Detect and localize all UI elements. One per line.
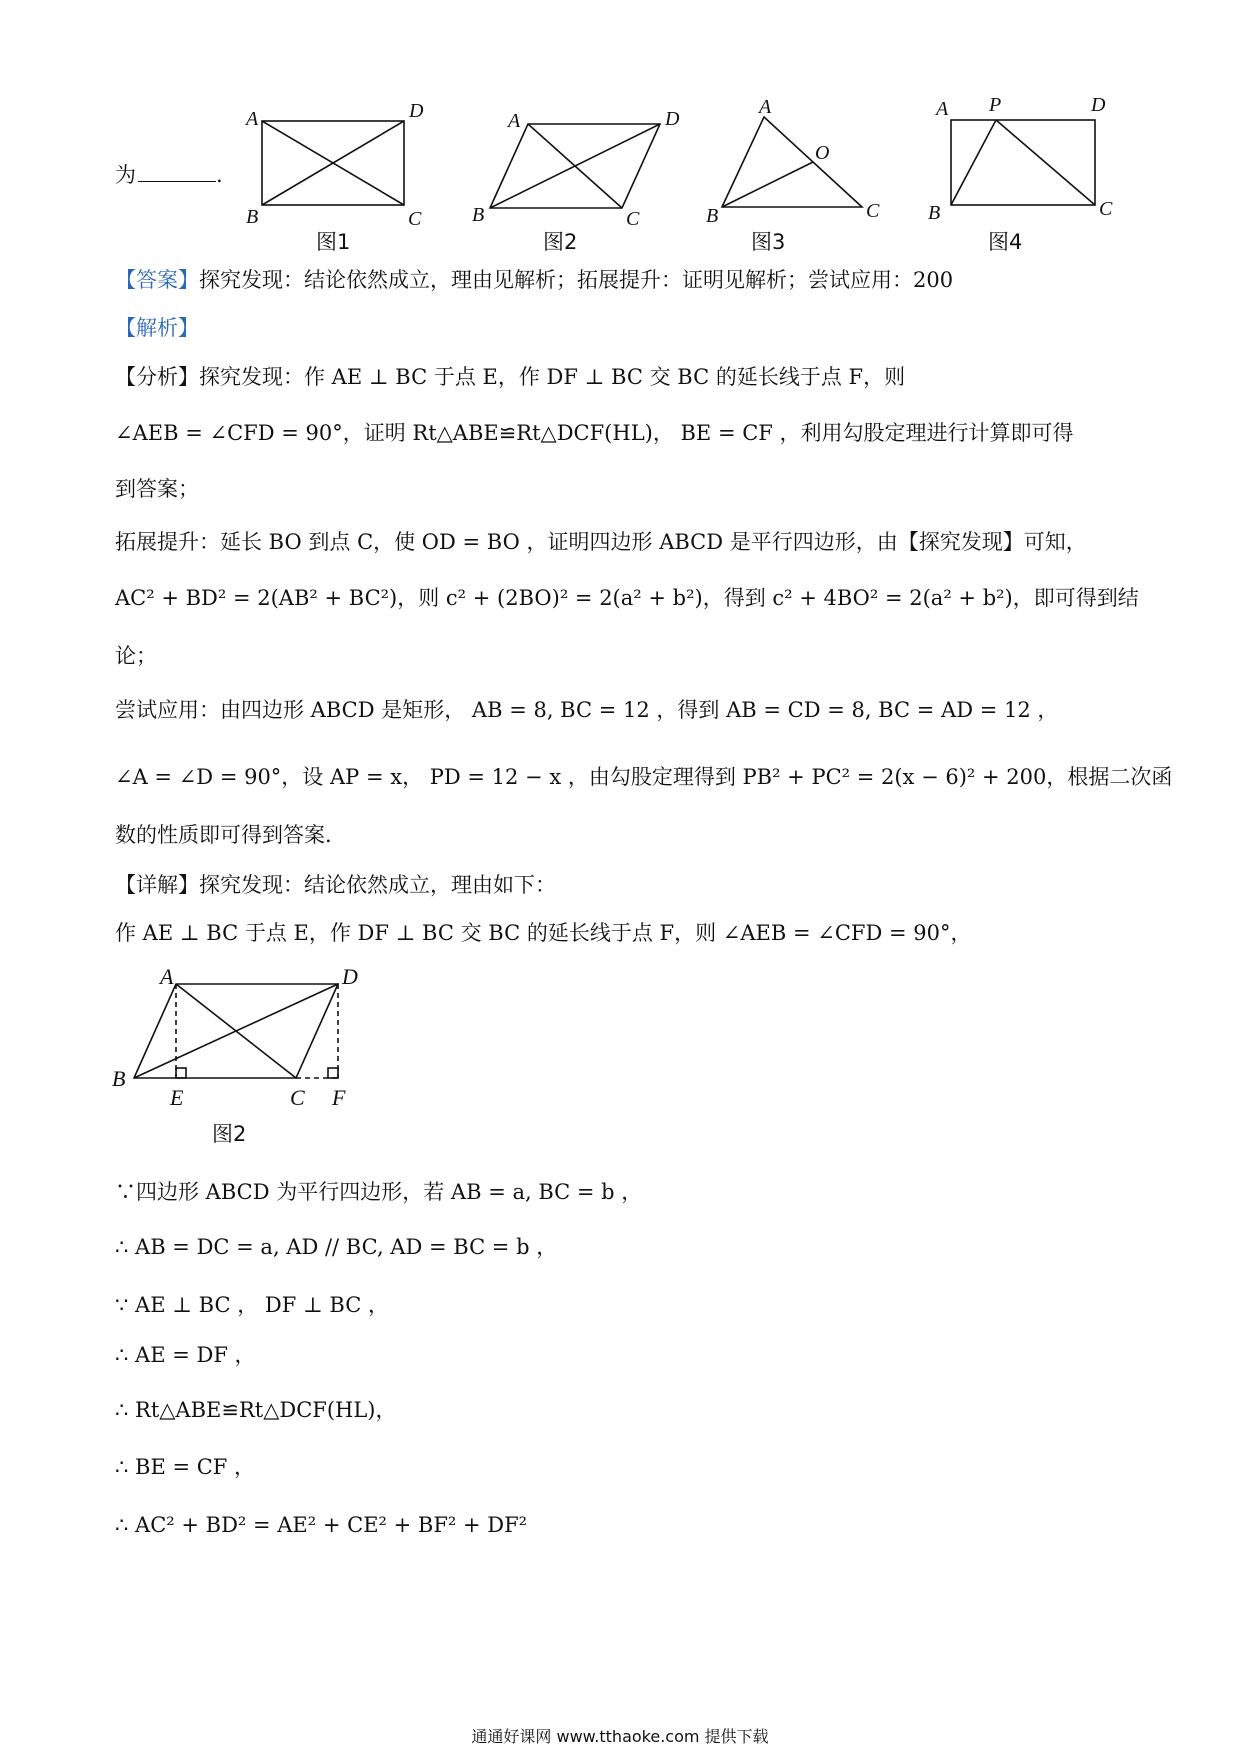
analysis-line-6: 论；: [115, 644, 157, 668]
detail-diagonal-bd: [134, 984, 338, 1078]
analysis-line-3: 到答案；: [115, 477, 199, 501]
analysis-line-9: 数的性质即可得到答案.: [115, 823, 332, 847]
fig1-label-b: B: [246, 206, 259, 228]
analysis-tag: 【解析】: [115, 316, 199, 340]
detail-label-f: F: [332, 1085, 346, 1110]
detail-label-d: D: [342, 964, 358, 989]
fig4-segment-pc: [996, 120, 1095, 205]
fig2-label-a: A: [508, 110, 521, 132]
answer-line: [115, 265, 953, 295]
fig2-diagonal-bd: [490, 124, 660, 208]
proof-line-6: ∴ BE = CF ，: [115, 1455, 256, 1479]
detail-right-angle-f: [328, 1068, 338, 1078]
detail-label-a: A: [160, 964, 174, 989]
analysis-line-7: 尝试应用：由四边形 ABCD 是矩形， AB = 8, BC = 12 ，得到 AB = CD = 8, BC = AD = 12 ，: [115, 698, 1059, 722]
fig1-caption: 图1: [316, 230, 351, 254]
detail-figure: [108, 960, 408, 1150]
fig1-label-c: C: [408, 208, 422, 230]
fig3-label-o: O: [815, 142, 830, 164]
fig2-label-d: D: [665, 108, 680, 130]
fig1-label-d: D: [409, 100, 424, 122]
proof-line-7: ∴ AC² + BD² = AE² + CE² + BF² + DF²: [115, 1513, 528, 1537]
detail-line-2: 作 AE ⊥ BC 于点 E，作 DF ⊥ BC 交 BC 的延长线于点 F，则 ∠AEB = ∠CFD = 90°，: [115, 921, 972, 945]
fig4-label-c: C: [1099, 198, 1113, 220]
proof-line-2: ∴ AB = DC = a, AD // BC, AD = BC = b ，: [115, 1235, 558, 1259]
proof-line-5: ∴ Rt△ABE≌Rt△DCF(HL)，: [115, 1398, 397, 1422]
analysis-line-5: AC² + BD² = 2(AB² + BC²)，则 c² + (2BO)² = 2(a² + b²)，得到 c² + 4BO² = 2(a² + b²)，即可得到结: [115, 586, 1139, 610]
fig3-median-bo: [722, 162, 813, 207]
proof-line-1: ∵四边形 ABCD 为平行四边形，若 AB = a, BC = b ，: [115, 1180, 643, 1204]
fig4-label-b: B: [928, 202, 941, 224]
fig4-segment-pb: [951, 120, 996, 205]
detail-figure-caption: 图2: [212, 1122, 247, 1146]
fig2-label-c: C: [626, 208, 640, 230]
detail-label-c: C: [290, 1085, 305, 1110]
detail-label-e: E: [170, 1085, 184, 1110]
proof-line-4: ∴ AE = DF ，: [115, 1343, 256, 1367]
fig3-triangle: [722, 117, 862, 207]
intro-text: 为: [115, 163, 136, 187]
fig3-label-b: B: [706, 205, 719, 227]
detail-label-b: B: [112, 1066, 126, 1091]
fig3-caption: 图3: [751, 230, 786, 254]
analysis-line-2: ∠AEB = ∠CFD = 90°，证明 Rt△ABE≌Rt△DCF(HL)， BE = CF ，利用勾股定理进行计算即可得: [115, 421, 1074, 445]
proof-line-3: ∵ AE ⊥ BC ， DF ⊥ BC ，: [115, 1293, 389, 1317]
fig2-caption: 图2: [543, 230, 578, 254]
fig4-label-d: D: [1091, 95, 1106, 116]
detail-right-angle-e: [176, 1068, 186, 1078]
fig3-label-a: A: [759, 96, 772, 118]
answer-tag: 【答案】: [115, 268, 199, 292]
analysis-line-4: 拓展提升：延长 BO 到点 C，使 OD = BO ，证明四边形 ABCD 是平行四边形，由【探究发现】可知，: [115, 530, 1087, 554]
fig2-label-b: B: [472, 204, 485, 226]
fig4-caption: 图4: [988, 230, 1023, 254]
intro-tail: .: [216, 163, 223, 187]
fig3-label-c: C: [866, 200, 880, 222]
detail-line-1: 【详解】探究发现：结论依然成立，理由如下：: [115, 873, 556, 897]
analysis-line-8: ∠A = ∠D = 90°，设 AP = x， PD = 12 − x ，由勾股定理得到 PB² + PC² = 2(x − 6)² + 200，根据二次函: [115, 765, 1173, 789]
fig4-label-a: A: [936, 98, 949, 120]
fig4-label-p: P: [989, 95, 1002, 116]
analysis-line-1: 【分析】探究发现：作 AE ⊥ BC 于点 E，作 DF ⊥ BC 交 BC 的延长线于点 F，则: [115, 365, 906, 389]
fig1-label-a: A: [246, 108, 259, 130]
answer-text: 探究发现：结论依然成立，理由见解析；拓展提升：证明见解析；尝试应用：200: [199, 268, 954, 292]
page-footer: 通通好课网 www.tthaoke.com 提供下载: [471, 1727, 769, 1746]
